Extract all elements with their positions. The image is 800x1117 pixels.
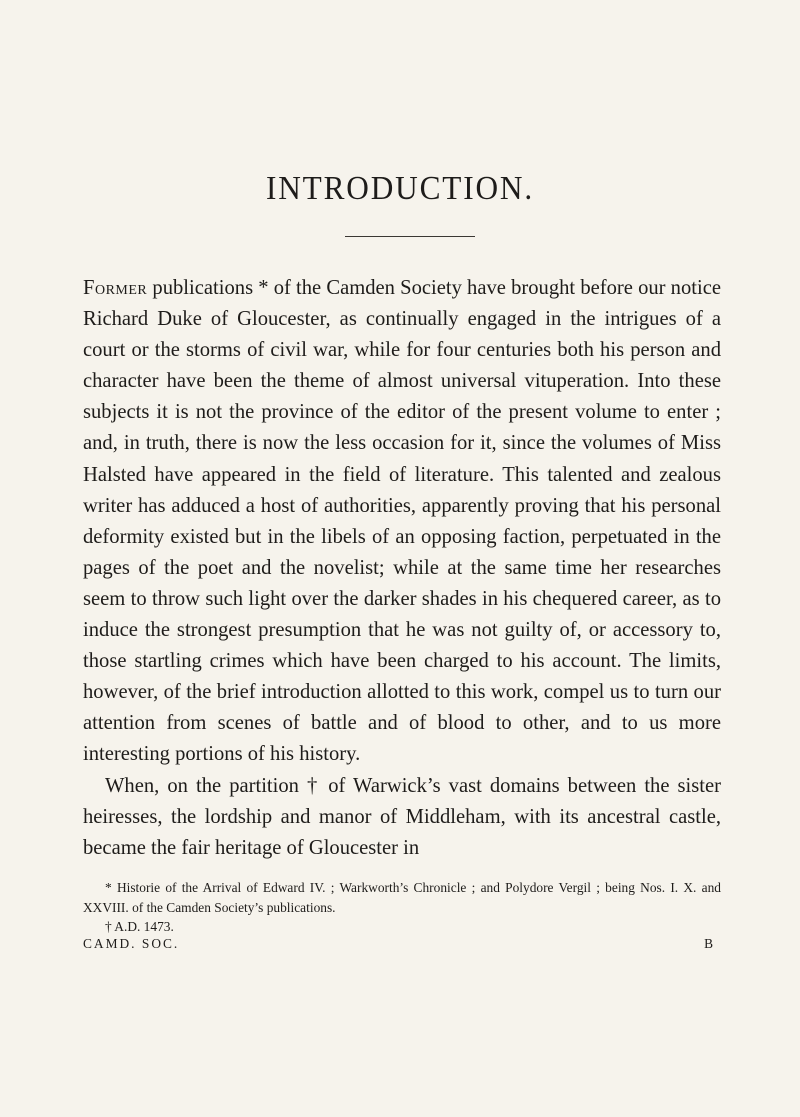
title-divider bbox=[345, 236, 475, 237]
paragraph-lead-word: Former bbox=[83, 277, 148, 299]
signature-mark: CAMD. SOC. bbox=[83, 936, 180, 951]
page-title: INTRODUCTION. bbox=[265, 170, 535, 207]
footnote-2: † A.D. 1473. bbox=[105, 919, 174, 934]
paragraph-2: When, on the partition † of Warwick’s vast domains between the sister heiresses, the lordship and manor of Middleham, with its ancestral castle, became the fair heritage of Gloucester in bbox=[83, 774, 721, 859]
footnotes bbox=[83, 878, 721, 937]
paragraph-1 bbox=[83, 273, 721, 771]
signature-line bbox=[83, 934, 721, 954]
paragraph-1-text: publications * of the Camden Society have brought before our notice Richard Duke of Gloucester, as continually engaged in the intrigues of a court or the storms of civil war, while for four centuries both his person and character have been the theme of almost universal vituperation. Into these subjects it is not the province of the editor of the present volume to enter ; and, in truth, there is now the less occasion for it, since the volumes of Miss Halsted have appeared in the field of literature. This talented and zealous writer has adduced a host of authorities, apparently proving that his personal deformity existed but in the libels of an opposing faction, perpetuated in the pages of the poet and the novelist; while at the same time her researches seem to throw such light over the darker shades in his chequered career, as to induce the strongest presumption that he was not guilty of, or accessory to, those startling crimes which have been charged to his account. The limits, however, of the brief introduction allotted to this work, compel us to turn our attention from scenes of battle and of blood to other, and to us more interesting portions of his history. bbox=[83, 277, 721, 766]
main-text bbox=[83, 273, 721, 864]
signature-letter: B bbox=[704, 936, 713, 951]
footnote-1: * Historie of the Arrival of Edward IV. ; Warkworth’s Chronicle ; and Polydore Vergil ; being Nos. I. X. and XXVIII. of the Camden Society’s publications. bbox=[83, 880, 721, 915]
